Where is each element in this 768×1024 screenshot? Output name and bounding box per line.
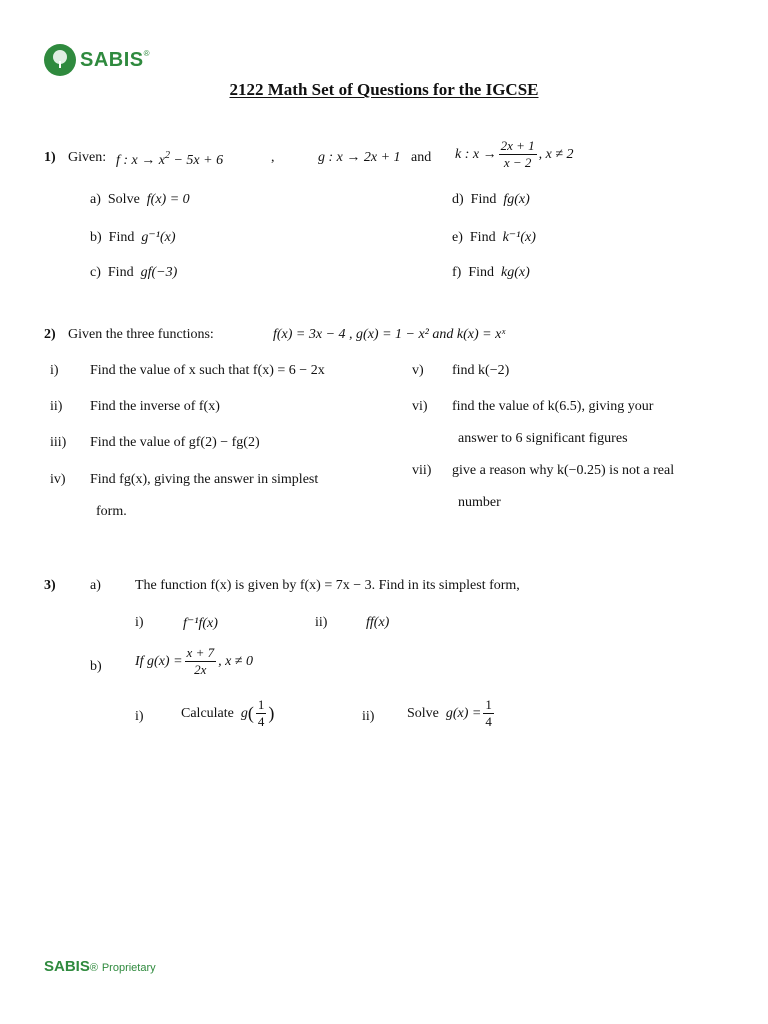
tree-icon [44,44,76,76]
q3-b-i-expr: Calculate g ( $\frac{1}{4}$ ) [181,697,275,729]
q3-b-expr: If g(x) = $\frac{x + 7}{2x}$ , x ≠ 0 [135,645,253,677]
q3-b-label: b) [90,659,102,674]
q1-part-a: a) Solve f(x) = 0 [90,192,190,207]
q3-a-i-label: i) [135,615,144,630]
q2-vii-text: give a reason why k(−0.25) is not a real [452,463,675,478]
q1-part-c: c) Find gf(−3) [90,265,178,280]
sabis-logo: SABIS® [44,44,150,76]
q2-vii-label: vii) [412,463,432,478]
q2-intro: Given the three functions: [68,327,214,342]
q1-part-b: b) Find g⁻¹(x) [90,230,176,245]
q1-g-def: g : x → 2x + 1 [318,150,401,165]
q2-iii-text: Find the value of gf(2) − fg(2) [90,435,260,450]
q2-iv-text: Find fg(x), giving the answer in simplest [90,472,319,487]
q2-i-label: i) [50,363,59,378]
logo-text: SABIS [80,48,144,71]
q2-ii-label: ii) [50,399,63,414]
q1-f-def: f : $x \to x^2 - 5x + 6$ [116,150,224,168]
q1-given: Given: [68,150,107,165]
q2-iv-cont: form. [96,504,127,519]
q2-i-text: Find the value of x such that f(x) = 6 − 2x [90,363,325,378]
q1-and: and [411,150,432,165]
q1-part-d: d) Find fg(x) [452,192,530,207]
q2-vii-cont: number [458,495,501,510]
q2-vi-text: find the value of k(6.5), giving your [452,399,654,414]
q2-vi-cont: answer to 6 significant figures [458,431,628,446]
q3-b-ii-expr: Solve g(x) = $\frac{1}{4}$ [407,697,492,729]
q3-a-ii-label: ii) [315,615,328,630]
q1-k-def: k : x → $\frac{2x + 1}{x - 2}$ , x ≠ 2 [455,138,574,170]
q2-number: 2) [44,327,56,342]
q3-b-i-label: i) [135,709,144,724]
q2-v-text: find k(−2) [452,363,510,378]
q1-part-e: e) Find k⁻¹(x) [452,230,536,245]
q2-v-label: v) [412,363,424,378]
page-title: 2122 Math Set of Questions for the IGCSE [229,80,539,99]
q1-comma: , [271,150,275,165]
footer-brand: SABIS® Proprietary [44,958,156,975]
q2-functions: f(x) = 3x − 4 , g(x) = 1 − x² and k(x) = xˣ [273,327,506,342]
q3-b-ii-label: ii) [362,709,375,724]
q2-ii-text: Find the inverse of f(x) [90,399,220,414]
q2-iv-label: iv) [50,472,66,487]
q3-a-ii-expr: ff(x) [366,615,390,630]
q2-iii-label: iii) [50,435,67,450]
q1-part-f: f) Find kg(x) [452,265,530,280]
q3-a-i-expr: f⁻¹f(x) [183,616,218,631]
q3-number: 3) [44,578,56,593]
q1-number: 1) [44,150,56,165]
q2-vi-label: vi) [412,399,428,414]
q3-a-text: The function f(x) is given by f(x) = 7x − 3. Find in its simplest form, [135,578,520,593]
q3-a-label: a) [90,578,101,593]
